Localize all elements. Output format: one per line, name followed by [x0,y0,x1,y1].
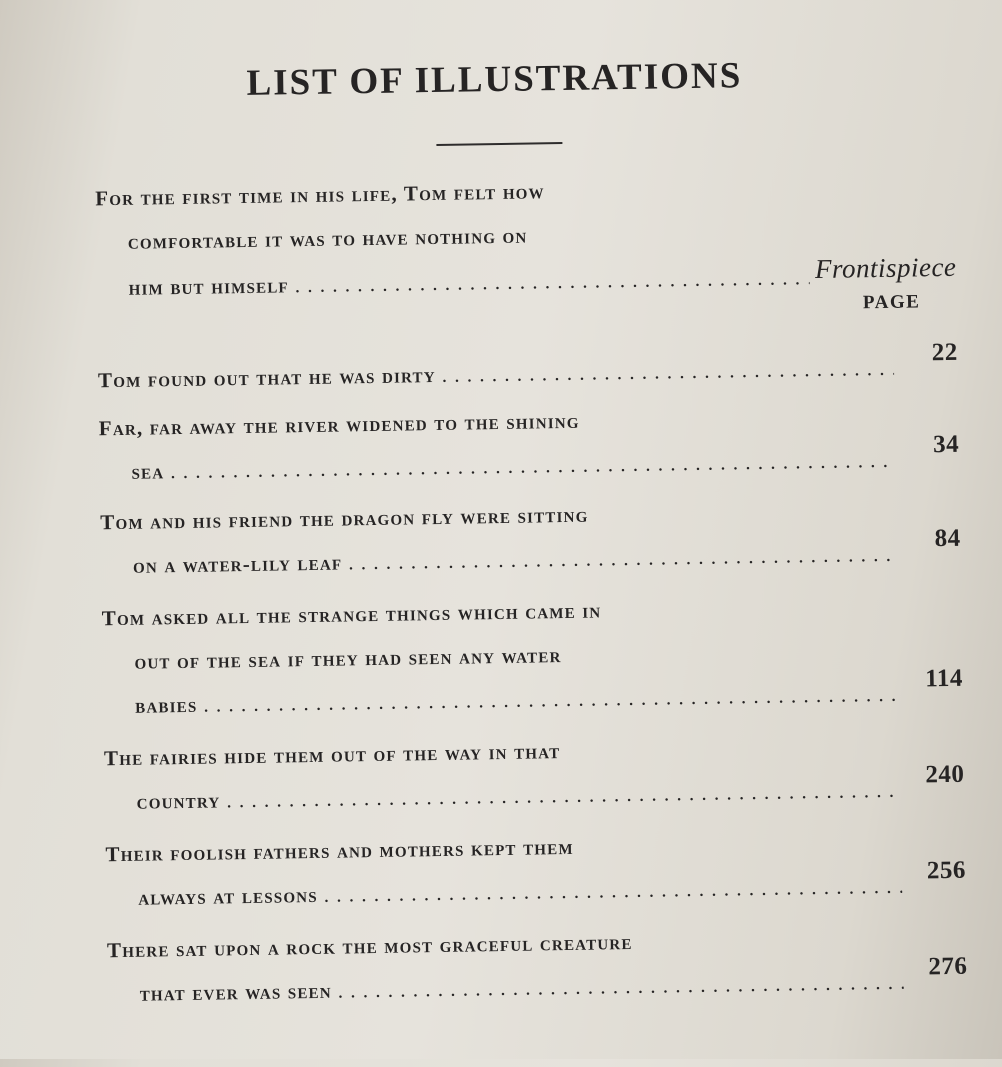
entry-text: The fairies hide them out of the way in that [103,739,561,771]
title-rule [436,142,562,146]
entry-text: Tom asked all the strange things which came in [101,598,602,631]
page-column-header: PAGE [862,291,921,314]
illustration-entry [101,583,963,728]
page-number: 22 [931,338,958,367]
illustration-entry [105,819,966,920]
dot-leader [226,768,901,823]
entry-text: Tom found out that he was dirty [97,362,436,393]
entry-text: babies [134,692,198,718]
entry-text: sea [131,459,165,484]
entry-text: comfortable it was to have nothing on [127,223,528,254]
entry-text: on a water-lily leaf [132,550,343,578]
entry-text: For the first time in his life, Tom felt how [95,179,545,211]
page-number: 34 [932,430,960,459]
page-number: 84 [934,524,961,553]
illustration-entry [97,338,959,403]
entry-text: him but himself [128,273,289,300]
page-number: 114 [925,664,964,693]
entry-text: Far, far away the river widened to the shining [98,408,580,441]
entry-line [97,338,959,403]
page-number: 240 [925,760,965,789]
entry-text: always at lessons [138,882,318,910]
illustration-entry [98,393,959,494]
illustration-entry [100,487,961,588]
dot-leader [337,960,903,1013]
entry-text: Their foolish fathers and mothers kept them [105,834,574,867]
page-title: LIST OF ILLUSTRATIONS [246,55,743,104]
dot-leader [441,346,894,397]
page-number: 256 [926,856,967,885]
illustration-entry [104,723,965,824]
dot-leader [294,255,809,307]
illustration-entry [107,915,968,1016]
dot-leader [323,864,902,917]
page-number: 276 [928,952,968,981]
entry-text: Tom and his friend the dragon fly were sitting [100,502,589,535]
illustration-entry-frontispiece [95,163,957,310]
dot-leader [348,532,897,585]
frontispiece-label: Frontispiece [814,251,957,285]
entry-text: out of the sea if they had seen any water [134,643,562,674]
entry-text: There sat upon a rock the most graceful creature [106,929,633,963]
entry-text: country [136,788,221,814]
entry-text: that ever was seen [139,978,333,1006]
